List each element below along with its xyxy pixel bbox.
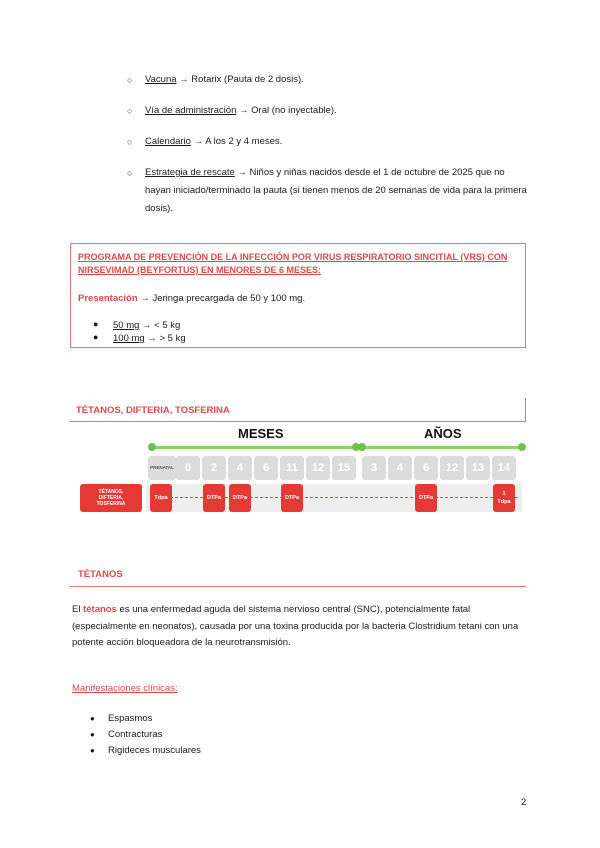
month-cell: 11 bbox=[280, 456, 304, 480]
months-bar bbox=[152, 446, 354, 449]
dose-text: → > 5 kg bbox=[147, 333, 186, 344]
year-cell: 12 bbox=[440, 456, 464, 480]
dose-11m: DTPa bbox=[281, 484, 303, 512]
years-bar bbox=[362, 446, 520, 449]
tetanos-section-header bbox=[70, 566, 526, 587]
dose-prenatal: Tdpa bbox=[150, 484, 172, 512]
bullet-icon: ● bbox=[93, 319, 99, 329]
dot-icon bbox=[358, 443, 366, 451]
item-label: Calendario bbox=[145, 136, 191, 147]
year-cell: 4 bbox=[388, 456, 412, 480]
list-item bbox=[127, 164, 527, 218]
circle-bullet-icon: ○ bbox=[127, 106, 133, 116]
list-item bbox=[127, 71, 527, 89]
month-cell: 15 bbox=[332, 456, 356, 480]
vaccine-row-label bbox=[80, 484, 142, 512]
item-text: → Oral (no inyectable). bbox=[239, 105, 337, 116]
row-label-line: TÉTANOS, bbox=[98, 489, 124, 495]
dose-value: 100 mg bbox=[113, 333, 145, 344]
dose-value: 50 mg bbox=[113, 320, 140, 331]
circle-bullet-icon: ○ bbox=[127, 137, 133, 147]
dot-icon bbox=[148, 443, 156, 451]
presentation-label: Presentación bbox=[78, 293, 138, 304]
intro-keyword: tétanos bbox=[83, 604, 117, 615]
month-cell: 2 bbox=[202, 456, 226, 480]
bullet-icon: ● bbox=[93, 332, 99, 342]
intro-body: es una enfermedad aguda del sistema nervioso central (SNC), potencialmente fatal (especialmente en neonatos), causada por una toxina producida por la bacteria Clostridium tetani con una potente acción bloqueadora de la neurotransmisión. bbox=[72, 604, 519, 648]
bullet-icon: ● bbox=[90, 714, 95, 723]
row-label-line: DIFTERIA, bbox=[98, 495, 124, 501]
rsv-title: PROGRAMA DE PREVENCIÓN DE LA INFECCIÓN POR VIRUS RESPIRATORIO SINCITIAL (VRS) CON NIRSEVIMAD (BEYFORTUS) EN MENORES DE 6 MESES: bbox=[78, 252, 508, 275]
tetanos-paragraph bbox=[72, 602, 528, 652]
year-cell: 13 bbox=[466, 456, 490, 480]
dose-6y: DTPa bbox=[415, 484, 437, 512]
list-item-text: Espasmos bbox=[108, 713, 153, 724]
item-text: → Rotarix (Pauta de 2 dosis). bbox=[179, 74, 304, 85]
tetanos-header-text: TÉTANOS bbox=[78, 569, 123, 580]
rsv-presentation bbox=[78, 293, 305, 304]
manifestaciones-list bbox=[90, 711, 201, 759]
item-text: → Niños y niñas nacidos desde el 1 de octubre de 2025 que no hayan iniciado/terminado la pauta (si tienen menos de 20 semanas de vida para la primera dosis). bbox=[145, 167, 527, 214]
vaccination-schedule bbox=[70, 422, 526, 520]
list-item bbox=[127, 133, 527, 151]
month-cell: 4 bbox=[228, 456, 252, 480]
item-label: Vacuna bbox=[145, 74, 177, 85]
page-number: 2 bbox=[521, 797, 527, 808]
circle-bullet-icon: ○ bbox=[127, 168, 133, 178]
month-cell: 12 bbox=[306, 456, 330, 480]
month-cell: 0 bbox=[176, 456, 200, 480]
prenatal-cell: PRENATAL bbox=[148, 456, 176, 480]
months-label: MESES bbox=[238, 426, 284, 441]
intro-prefix: El bbox=[72, 604, 81, 615]
dose-4m: DTPa bbox=[229, 484, 251, 512]
dose-14y-number: 1 bbox=[502, 491, 506, 497]
bullet-icon: ● bbox=[90, 746, 95, 755]
circle-bullet-icon: ○ bbox=[127, 75, 133, 85]
presentation-text: → Jeringa precargada de 50 y 100 mg. bbox=[140, 293, 306, 304]
ttp-header-text: TÉTANOS, DIFTERIA, TOSFERINA bbox=[76, 405, 230, 416]
ttp-section-header bbox=[70, 398, 526, 422]
dose-14y bbox=[493, 484, 515, 512]
year-cell: 6 bbox=[414, 456, 438, 480]
rsv-program-box bbox=[70, 243, 526, 348]
dose-text: → < 5 kg bbox=[142, 320, 181, 331]
item-label: Vía de administración bbox=[145, 105, 237, 116]
year-cell: 3 bbox=[362, 456, 386, 480]
list-item bbox=[90, 727, 201, 743]
dose-item bbox=[93, 320, 180, 331]
list-item bbox=[90, 711, 201, 727]
item-label: Estrategia de rescate bbox=[145, 167, 235, 178]
list-item-text: Rigideces musculares bbox=[108, 745, 201, 756]
item-text: → A los 2 y 4 meses. bbox=[193, 136, 283, 147]
year-cell: 14 bbox=[492, 456, 516, 480]
bullet-icon: ● bbox=[90, 730, 95, 739]
dose-item bbox=[93, 333, 186, 344]
row-label-line: TOSFERINA bbox=[96, 501, 126, 507]
dot-icon bbox=[518, 443, 526, 451]
list-item bbox=[127, 102, 527, 120]
month-cell: 6 bbox=[254, 456, 278, 480]
list-item-text: Contracturas bbox=[108, 729, 163, 740]
years-label: AÑOS bbox=[424, 426, 462, 441]
manifestaciones-title: Manifestaciones clínicas: bbox=[72, 683, 178, 694]
list-item bbox=[90, 743, 201, 759]
dose-2m: DTPa bbox=[203, 484, 225, 512]
dose-14y-label: Tdpa bbox=[497, 499, 511, 505]
